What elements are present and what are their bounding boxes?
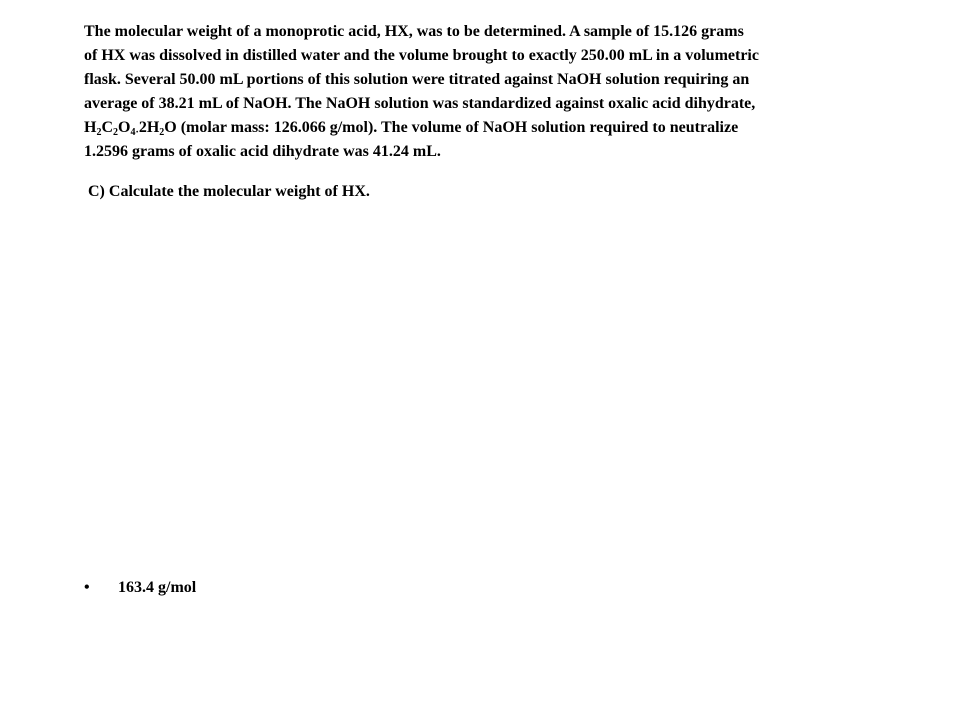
bullet-icon: •	[84, 579, 90, 596]
formula-2h: 2H	[138, 119, 160, 136]
formula-subscript-2: 2	[113, 127, 119, 138]
formula-subscript-3: 4	[130, 127, 136, 138]
problem-statement	[84, 20, 884, 164]
formula-dot: ·	[135, 127, 139, 138]
formula-o: O	[118, 119, 131, 136]
problem-line-5-rest: O (molar mass: 126.066 g/mol). The volume of NaOH solution required to neutralize	[164, 119, 739, 136]
problem-line-6: 1.2596 grams of oxalic acid dihydrate was 41.24 mL.	[84, 143, 441, 160]
problem-line-3: flask. Several 50.00 mL portions of this solution were titrated against NaOH solution requiring an	[84, 71, 750, 88]
formula-subscript-4: 2	[159, 127, 165, 138]
problem-line-2: of HX was dissolved in distilled water and the volume brought to exactly 250.00 mL in a volumetric	[84, 47, 759, 64]
answer-text: 163.4 g/mol	[118, 579, 197, 596]
formula-h: H	[84, 119, 97, 136]
problem-line-1: The molecular weight of a monoprotic acid, HX, was to be determined. A sample of 15.126 grams	[84, 23, 744, 40]
formula-c: C	[101, 119, 114, 136]
problem-line-4: average of 38.21 mL of NaOH. The NaOH solution was standardized against oxalic acid dihydrate,	[84, 95, 756, 112]
answer-list-item	[84, 576, 196, 600]
question-c: C) Calculate the molecular weight of HX.	[88, 183, 370, 200]
problem-line-5	[84, 116, 884, 140]
formula-subscript-1: 2	[96, 127, 102, 138]
